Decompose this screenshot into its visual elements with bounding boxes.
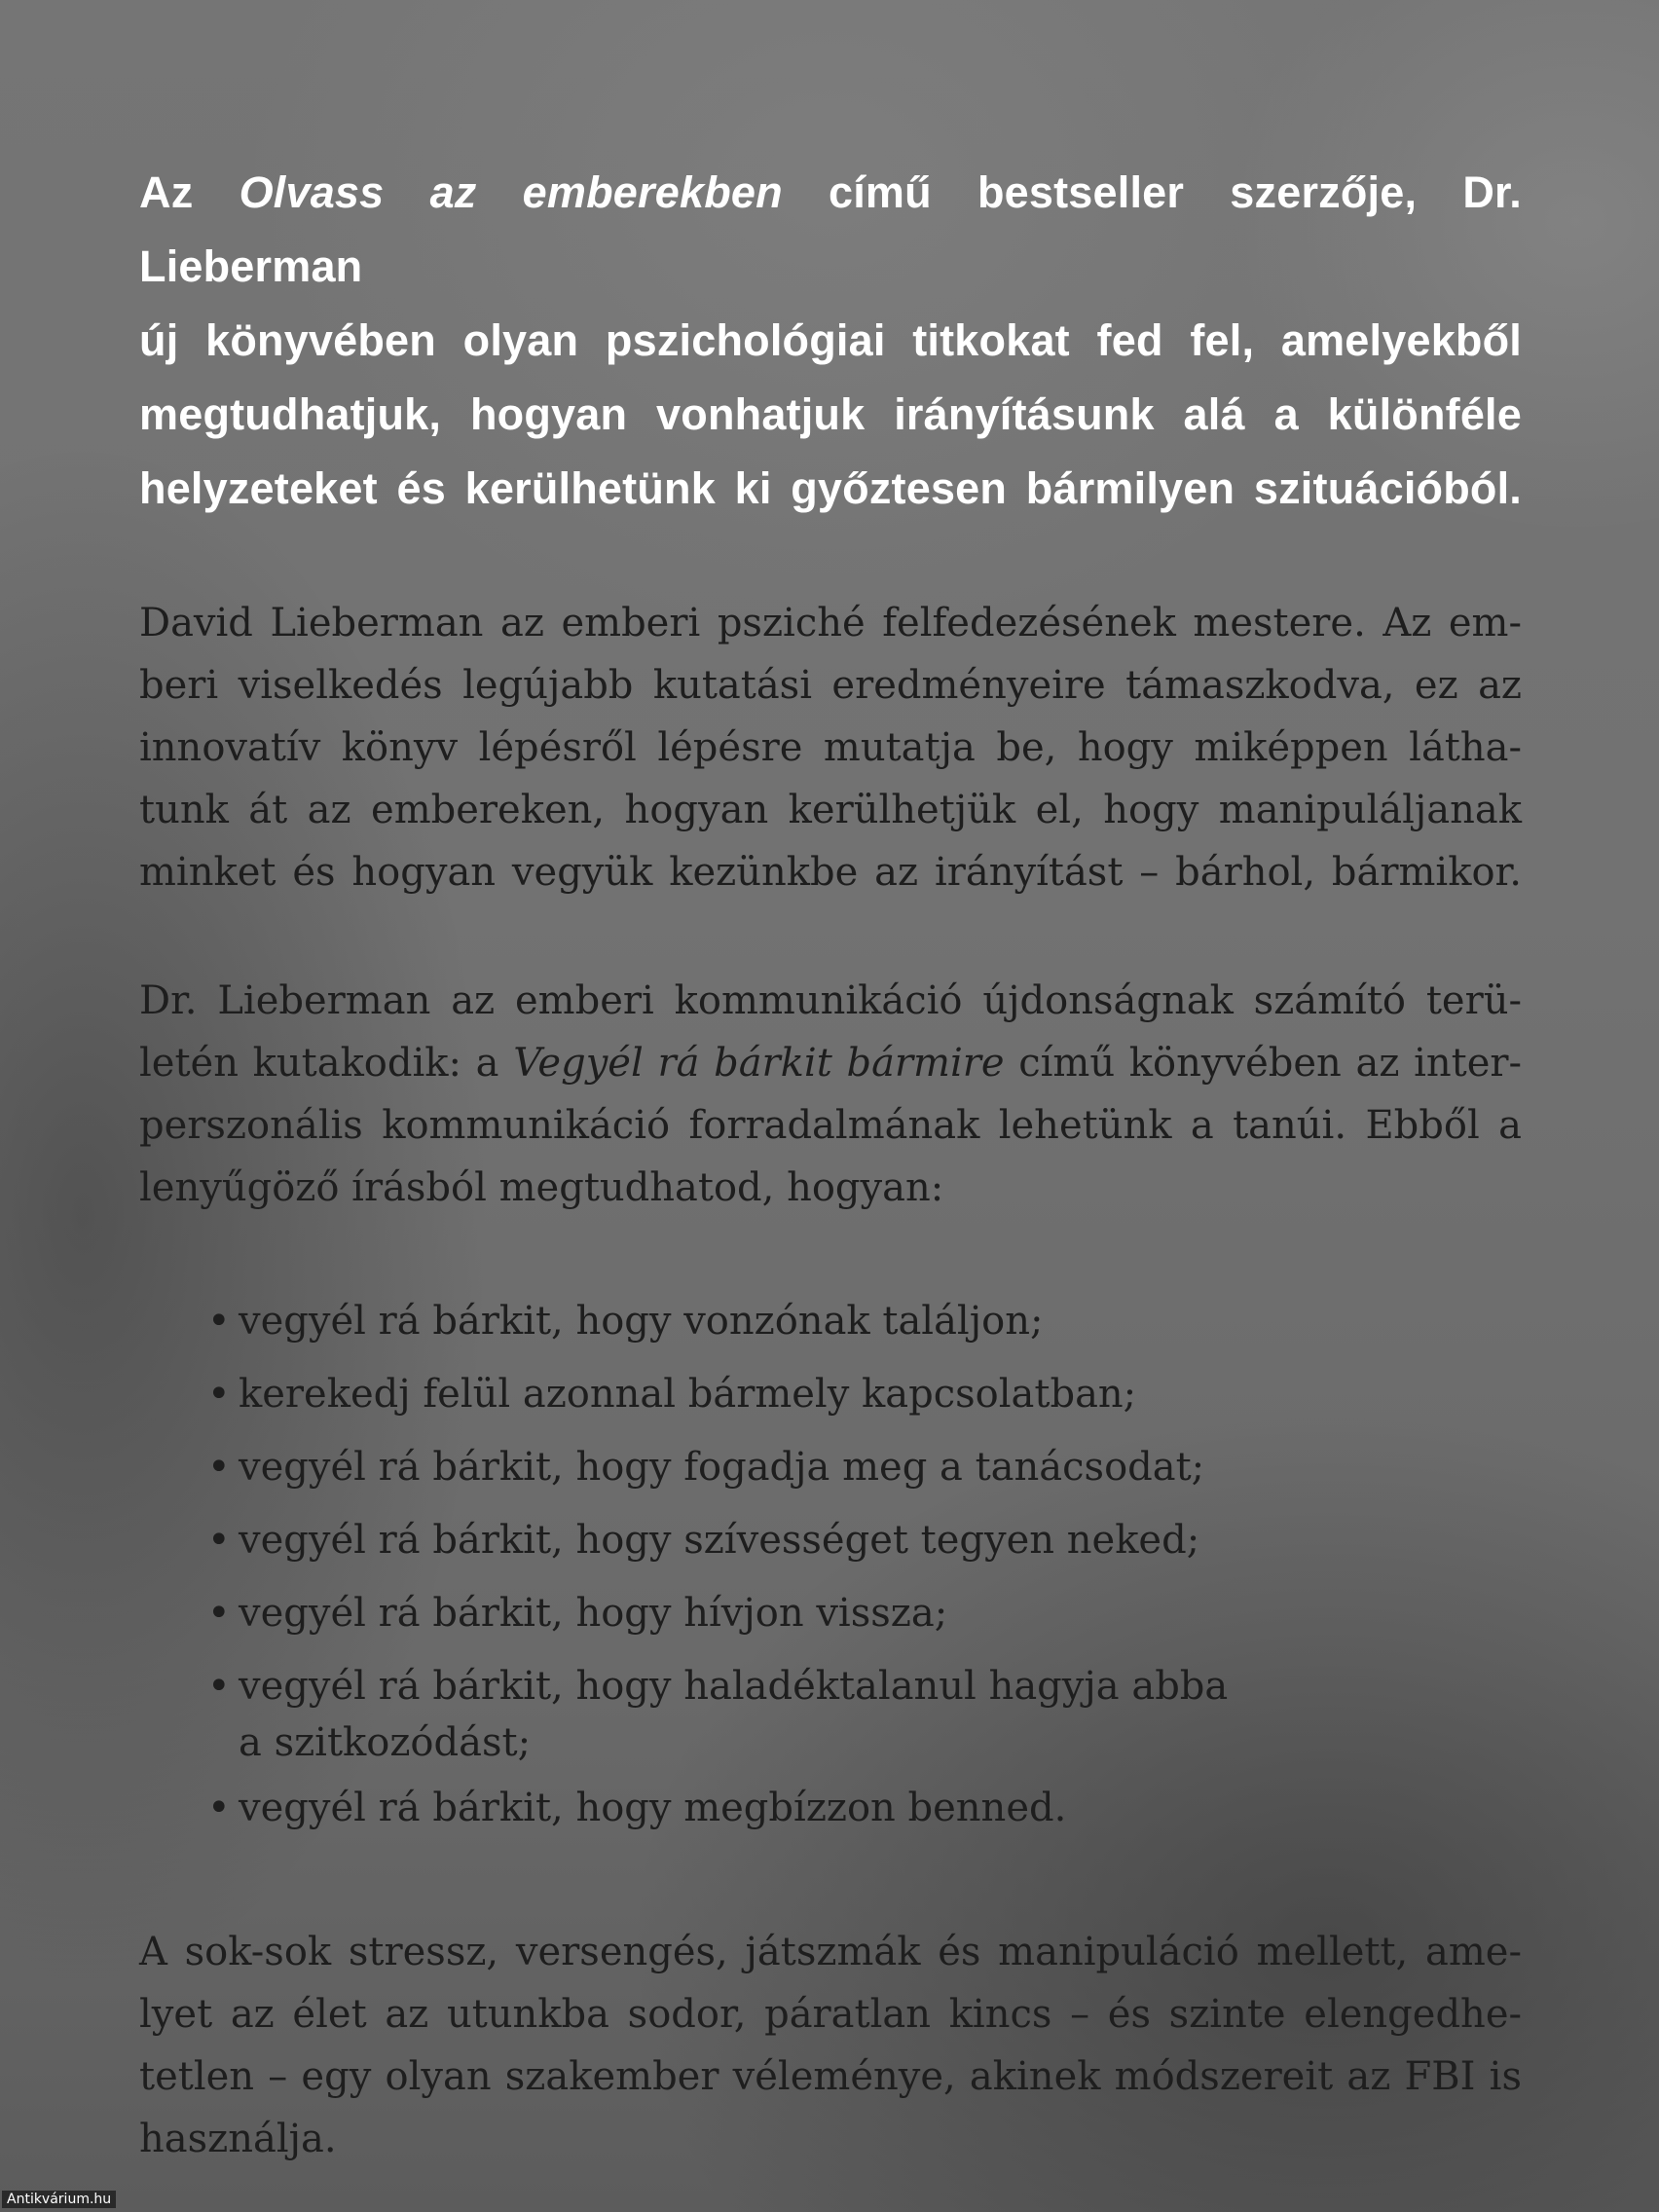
bullet-icon: • xyxy=(207,1518,231,1563)
text-line: letén kutakodik: a Vegyél rá bárkit bármire című könyvében az inter- xyxy=(139,1041,1523,1086)
list-item: • vegyél rá bárkit, hogy hívjon vissza; xyxy=(207,1577,1522,1650)
text-line: Dr. Lieberman az emberi kommunikáció újdonságnak számító terü- xyxy=(139,978,1522,1023)
list-item: • vegyél rá bárkit, hogy vonzónak találjon; xyxy=(207,1285,1522,1358)
bullet-icon: • xyxy=(207,1299,231,1344)
cover-text xyxy=(139,156,1522,2212)
bullet-icon: • xyxy=(207,1664,231,1709)
list-item-continuation: a szitkozódást; xyxy=(239,1720,532,1765)
text-line: perszonális kommunikáció forradalmának lehetünk a tanúi. Ebből a xyxy=(139,1103,1522,1148)
list-item: • kerekedj felül azonnal bármely kapcsolatban; xyxy=(207,1358,1522,1431)
intro-line: Az Olvass az emberekben című bestseller szerzője, Dr. Lieberman xyxy=(139,167,1522,291)
intro-line: új könyvében olyan pszichológiai titkokat fed fel, amelyekből xyxy=(139,315,1522,365)
bullet-icon: • xyxy=(207,1591,231,1636)
bullet-icon: • xyxy=(207,1786,231,1830)
list-item: • vegyél rá bárkit, hogy megbízzon benned. xyxy=(207,1772,1522,1845)
text-line: lyet az élet az utunkba sodor, páratlan kincs – és szinte elengedhe- xyxy=(139,1992,1522,2037)
benefits-list xyxy=(139,1285,1522,1845)
intro-paragraph xyxy=(139,156,1522,526)
intro-line: helyzeteket és kerülhetünk ki győztesen bármilyen szituációból. xyxy=(139,463,1522,513)
list-item: • vegyél rá bárkit, hogy szívességet tegyen neked; xyxy=(207,1504,1522,1577)
text-line: használja. xyxy=(139,2117,337,2161)
text-line: minket és hogyan vegyük kezünkbe az irányítást – bárhol, bármikor. xyxy=(139,850,1522,895)
list-item: • vegyél rá bárkit, hogy haladéktalanul hagyja abba a szitkozódást; xyxy=(207,1650,1522,1772)
text-line: A sok-sok stressz, versengés, játszmák és manipuláció mellett, ame- xyxy=(139,1930,1522,1974)
text-line: lenyűgöző írásból megtudhatod, hogyan: xyxy=(139,1165,944,1210)
text-line: tetlen – egy olyan szakember véleménye, akinek módszereit az FBI is xyxy=(139,2054,1522,2099)
book-title-vegyel: Vegyél rá bárkit bármire xyxy=(513,1041,1005,1086)
book-title-olvass: Olvass az emberekben xyxy=(239,167,783,217)
text-line: innovatív könyv lépésről lépésre mutatja be, hogy miképpen látha- xyxy=(139,725,1522,770)
paragraph-about-author xyxy=(139,592,1522,903)
text-line: tunk át az embereken, hogyan kerülhetjük el, hogy manipuláljanak xyxy=(139,788,1522,832)
intro-line: megtudhatjuk, hogyan vonhatjuk irányításunk alá a különféle xyxy=(139,389,1522,439)
text-line: David Lieberman az emberi psziché felfedezésének mestere. Az em- xyxy=(139,601,1522,645)
list-item: • vegyél rá bárkit, hogy fogadja meg a tanácsodat; xyxy=(207,1431,1522,1504)
bullet-icon: • xyxy=(207,1372,231,1417)
site-watermark: Antikvárium.hu xyxy=(2,2191,116,2208)
paragraph-closing xyxy=(139,1921,1522,2170)
bullet-icon: • xyxy=(207,1445,231,1490)
paragraph-about-book xyxy=(139,970,1522,1219)
text-line: beri viselkedés legújabb kutatási eredményeire támaszkodva, ez az xyxy=(139,663,1522,708)
